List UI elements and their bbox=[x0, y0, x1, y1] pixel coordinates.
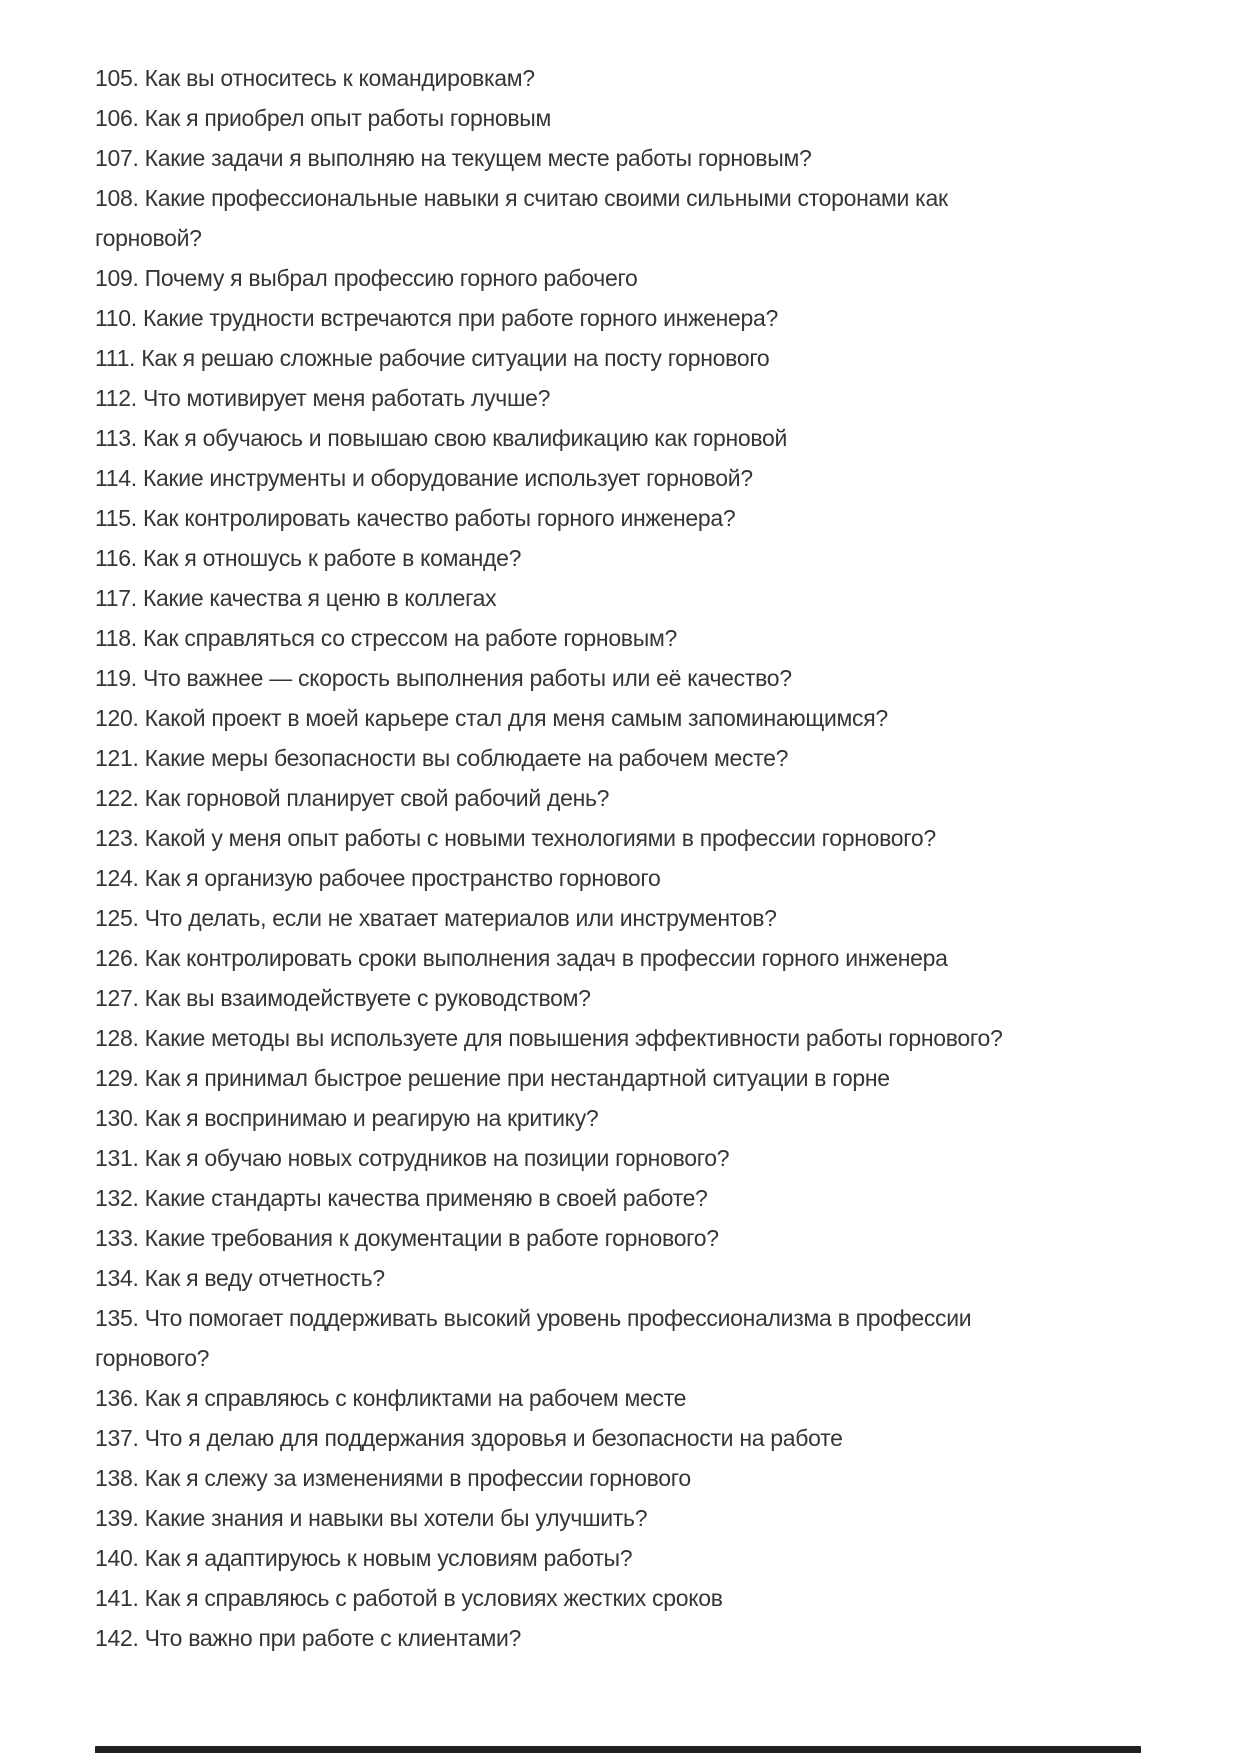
list-item bbox=[95, 858, 1219, 898]
list-item bbox=[95, 1018, 1219, 1058]
question-line: 131. Как я обучаю новых сотрудников на позиции горнового? bbox=[95, 1145, 730, 1171]
question-line: 115. Как контролировать качество работы горного инженера? bbox=[95, 505, 736, 531]
list-item bbox=[95, 1298, 1219, 1378]
question-line: 108. Какие профессиональные навыки я считаю своими сильными сторонами как bbox=[95, 185, 948, 211]
list-item bbox=[95, 1218, 1219, 1258]
list-item bbox=[95, 538, 1219, 578]
question-line: горновой? bbox=[95, 225, 202, 251]
question-line: 111. Как я решаю сложные рабочие ситуации на посту горнового bbox=[95, 345, 770, 371]
list-item bbox=[95, 458, 1219, 498]
list-item bbox=[95, 498, 1219, 538]
question-line: 141. Как я справляюсь с работой в условиях жестких сроков bbox=[95, 1585, 723, 1611]
question-line: 133. Какие требования к документации в работе горнового? bbox=[95, 1225, 719, 1251]
question-line: 117. Какие качества я ценю в коллегах bbox=[95, 585, 497, 611]
question-line: 121. Какие меры безопасности вы соблюдаете на рабочем месте? bbox=[95, 745, 789, 771]
list-item bbox=[95, 1458, 1219, 1498]
question-line: горнового? bbox=[95, 1345, 210, 1371]
question-line: 123. Какой у меня опыт работы с новыми технологиями в профессии горнового? bbox=[95, 825, 936, 851]
question-line: 137. Что я делаю для поддержания здоровья и безопасности на работе bbox=[95, 1425, 843, 1451]
question-line: 134. Как я веду отчетность? bbox=[95, 1265, 385, 1291]
question-line: 118. Как справляться со стрессом на работе горновым? bbox=[95, 625, 677, 651]
question-line: 139. Какие знания и навыки вы хотели бы улучшить? bbox=[95, 1505, 648, 1531]
question-line: 124. Как я организую рабочее пространство горнового bbox=[95, 865, 661, 891]
list-item bbox=[95, 58, 1219, 98]
list-item bbox=[95, 1538, 1219, 1578]
list-item bbox=[95, 1138, 1219, 1178]
question-line: 129. Как я принимал быстрое решение при нестандартной ситуации в горне bbox=[95, 1065, 890, 1091]
question-line: 130. Как я воспринимаю и реагирую на критику? bbox=[95, 1105, 599, 1131]
list-item bbox=[95, 1618, 1219, 1658]
question-line: 107. Какие задачи я выполняю на текущем месте работы горновым? bbox=[95, 145, 812, 171]
question-line: 113. Как я обучаюсь и повышаю свою квалификацию как горновой bbox=[95, 425, 788, 451]
list-item bbox=[95, 658, 1219, 698]
question-line: 109. Почему я выбрал профессию горного рабочего bbox=[95, 265, 638, 291]
list-item bbox=[95, 138, 1219, 178]
question-line: 116. Как я отношусь к работе в команде? bbox=[95, 545, 522, 571]
clipped-next-line-bar bbox=[95, 1746, 1141, 1753]
list-item bbox=[95, 178, 1219, 258]
question-line: 114. Какие инструменты и оборудование использует горновой? bbox=[95, 465, 753, 491]
question-line: 132. Какие стандарты качества применяю в своей работе? bbox=[95, 1185, 708, 1211]
question-line: 140. Как я адаптируюсь к новым условиям работы? bbox=[95, 1545, 633, 1571]
question-line: 136. Как я справляюсь с конфликтами на рабочем месте bbox=[95, 1385, 687, 1411]
question-line: 119. Что важнее — скорость выполнения работы или её качество? bbox=[95, 665, 792, 691]
list-item bbox=[95, 1098, 1219, 1138]
list-item bbox=[95, 98, 1219, 138]
list-item bbox=[95, 298, 1219, 338]
list-item bbox=[95, 1058, 1219, 1098]
list-item bbox=[95, 418, 1219, 458]
question-line: 120. Какой проект в моей карьере стал для меня самым запоминающимся? bbox=[95, 705, 888, 731]
question-line: 126. Как контролировать сроки выполнения задач в профессии горного инженера bbox=[95, 945, 948, 971]
list-item bbox=[95, 898, 1219, 938]
list-item bbox=[95, 1258, 1219, 1298]
question-line: 138. Как я слежу за изменениями в профессии горнового bbox=[95, 1465, 691, 1491]
list-item bbox=[95, 818, 1219, 858]
question-line: 127. Как вы взаимодействуете с руководством? bbox=[95, 985, 591, 1011]
list-item bbox=[95, 978, 1219, 1018]
question-line: 125. Что делать, если не хватает материалов или инструментов? bbox=[95, 905, 777, 931]
list-item bbox=[95, 258, 1219, 298]
question-line: 106. Как я приобрел опыт работы горновым bbox=[95, 105, 552, 131]
question-line: 110. Какие трудности встречаются при работе горного инженера? bbox=[95, 305, 778, 331]
list-item bbox=[95, 1578, 1219, 1618]
list-item bbox=[95, 1498, 1219, 1538]
list-item bbox=[95, 338, 1219, 378]
list-item bbox=[95, 778, 1219, 818]
list-item bbox=[95, 618, 1219, 658]
question-line: 112. Что мотивирует меня работать лучше? bbox=[95, 385, 551, 411]
list-item bbox=[95, 378, 1219, 418]
list-item bbox=[95, 1418, 1219, 1458]
question-line: 128. Какие методы вы используете для повышения эффективности работы горнового? bbox=[95, 1025, 1003, 1051]
question-line: 142. Что важно при работе с клиентами? bbox=[95, 1625, 522, 1651]
list-item bbox=[95, 578, 1219, 618]
question-line: 122. Как горновой планирует свой рабочий день? bbox=[95, 785, 610, 811]
list-item bbox=[95, 1378, 1219, 1418]
list-item bbox=[95, 938, 1219, 978]
list-item bbox=[95, 738, 1219, 778]
list-item bbox=[95, 1178, 1219, 1218]
question-line: 135. Что помогает поддерживать высокий уровень профессионализма в профессии bbox=[95, 1305, 972, 1331]
question-line: 105. Как вы относитесь к командировкам? bbox=[95, 65, 535, 91]
list-item bbox=[95, 698, 1219, 738]
